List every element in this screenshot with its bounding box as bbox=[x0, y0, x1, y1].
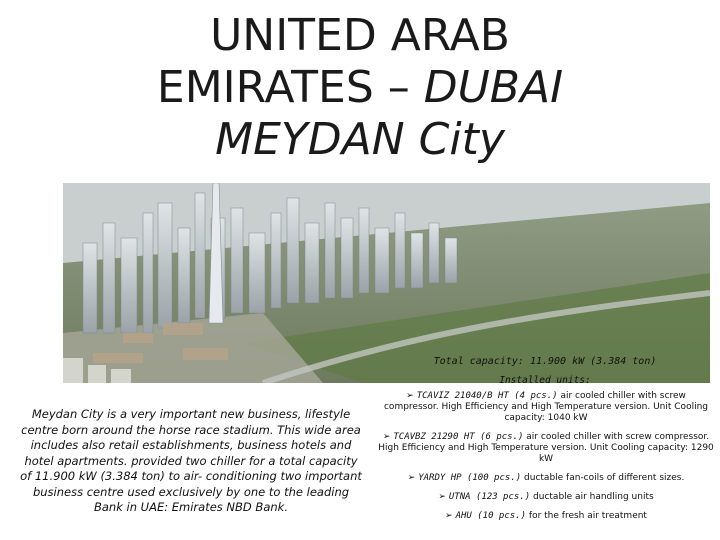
project-description: Meydan City is a very important new business, lifestyle centre born around the horse race stadium. This wide area includes also retail establishments, business hotels and hotel apartments. provided two chiller for a total capacity of 11.900 kW (3.384 ton) to air- conditioning two important business centre used exclusively by one to the leading Bank in UAE: Emirates NBD Bank. bbox=[20, 407, 362, 514]
installed-units-label: Installed units: bbox=[499, 375, 591, 386]
unit-model: UTNA (123 pcs.) bbox=[448, 492, 531, 502]
title-line-1: UNITED ARAB bbox=[210, 10, 510, 61]
unit-description: air cooled chiller with screw compressor. High Efficiency and High Temperature version. Unit Cooling capacity: 1040 kW bbox=[383, 391, 708, 423]
arrow-bullet-icon: ➢ bbox=[438, 492, 446, 502]
installed-units-list bbox=[378, 391, 714, 530]
arrow-bullet-icon: ➢ bbox=[406, 391, 414, 401]
unit-model: TCAVBZ 21290 HT (6 pcs.) bbox=[393, 432, 524, 442]
list-item bbox=[378, 432, 714, 465]
unit-description: air cooled chiller with screw compressor. High Efficiency and High Temperature version. Unit Cooling capacity: 1290 kW bbox=[378, 432, 714, 464]
arrow-bullet-icon: ➢ bbox=[382, 432, 391, 442]
unit-description: for the fresh air treatment bbox=[528, 511, 647, 521]
city-illustration bbox=[63, 183, 710, 383]
page-title bbox=[0, 10, 720, 166]
list-item bbox=[378, 391, 714, 424]
unit-model: AHU (10 pcs.) bbox=[455, 511, 527, 521]
unit-model: TCAVIZ 21040/B HT (4 pcs.) bbox=[416, 391, 558, 401]
city-aerial-photo bbox=[63, 183, 710, 383]
list-item bbox=[378, 473, 714, 484]
total-capacity-caption: Total capacity: 11.900 kW (3.384 ton) bbox=[433, 356, 657, 367]
list-item bbox=[378, 492, 714, 503]
arrow-bullet-icon: ➢ bbox=[407, 473, 416, 483]
unit-description: ductable air handling units bbox=[533, 492, 654, 502]
title-line-2 bbox=[0, 62, 720, 114]
title-country: EMIRATES – bbox=[156, 62, 424, 113]
arrow-bullet-icon: ➢ bbox=[445, 511, 453, 521]
unit-description: ductable fan-coils of different sizes. bbox=[524, 473, 685, 483]
title-city: DUBAI bbox=[423, 62, 564, 113]
list-item bbox=[378, 511, 714, 522]
title-line-3: MEYDAN City bbox=[215, 114, 505, 165]
unit-model: YARDY HP (100 pcs.) bbox=[418, 473, 522, 483]
